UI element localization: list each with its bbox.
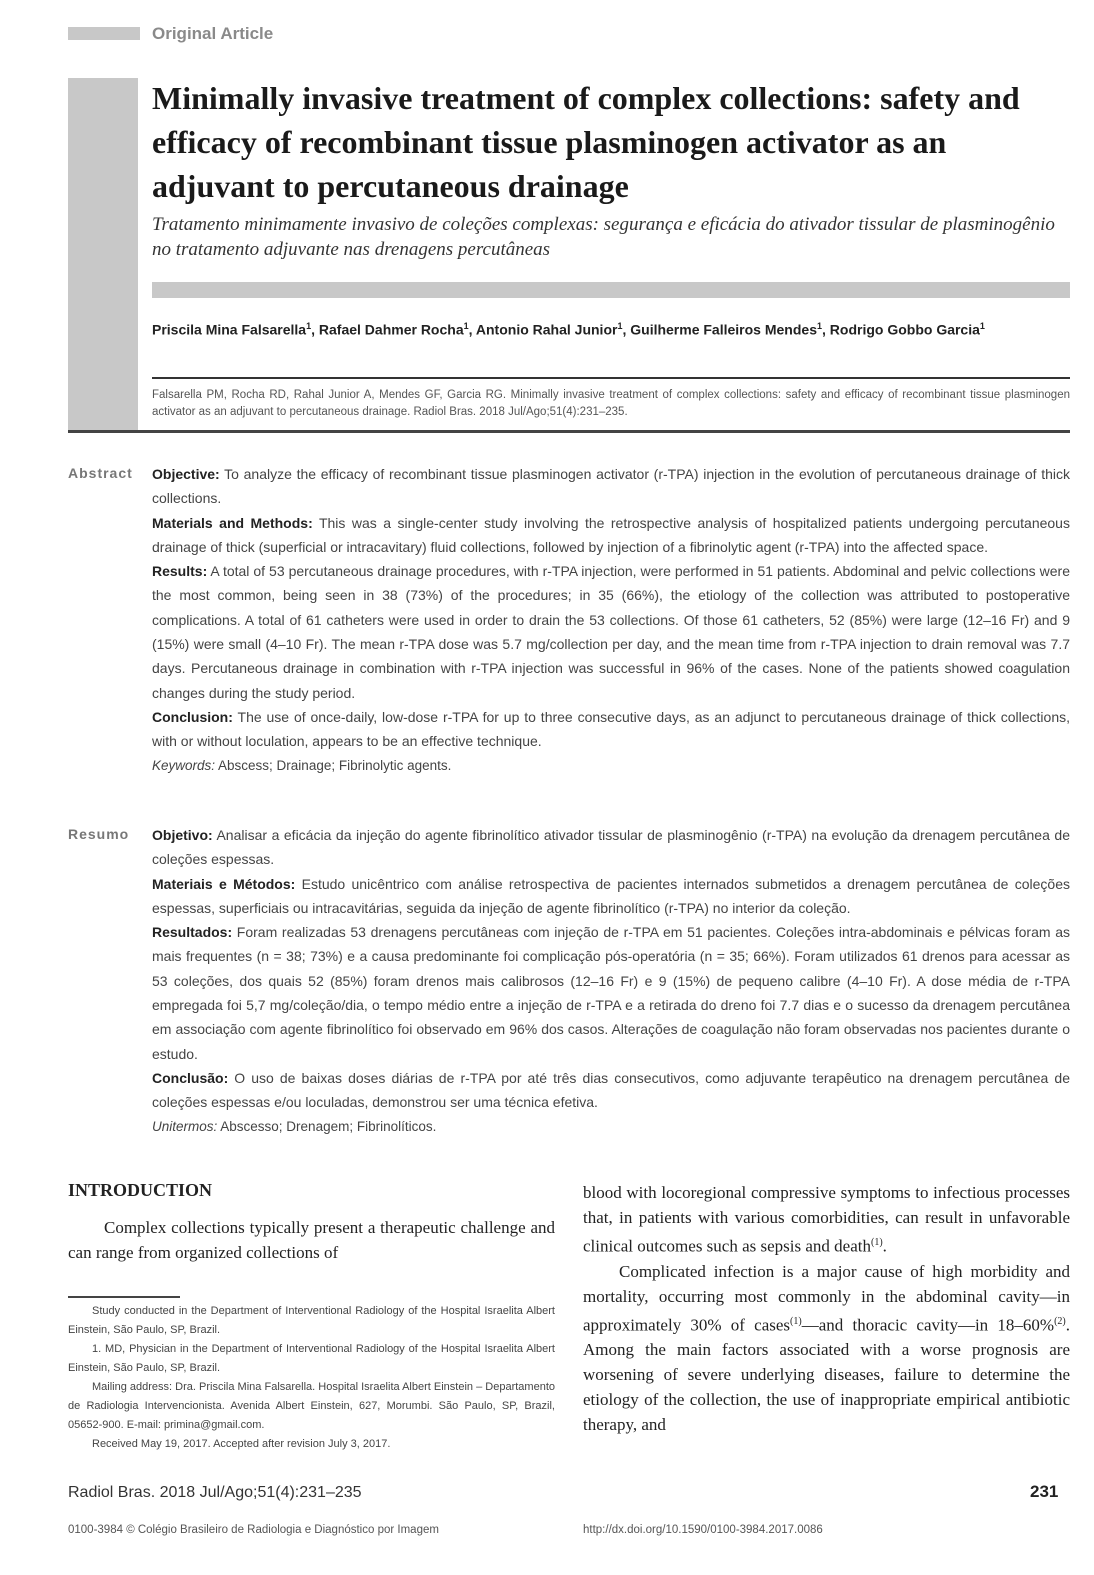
resumo-methods: Estudo unicêntrico com análise retrospectiva de pacientes internados submetidos a drenagem percutânea de coleções espessas, superficiais ou intracavitárias, seguida da injeção de agente fibrinolítico (r-TPA) no interior da coleção. xyxy=(152,875,1070,916)
copyright: 0100-3984 © Colégio Brasileiro de Radiologia e Diagnóstico por Imagem xyxy=(68,1524,439,1536)
rule xyxy=(68,430,1070,433)
abstract-results: A total of 53 percutaneous drainage procedures, with r-TPA injection, were performed in 51 patients. Abdominal and pelvic collections were the most common, being seen in 38 (73%) of the procedures; in 35 (66%), the etiology of the collection was attributed to postoperative complications. A total of 61 catheters were used in order to drain the 53 collections. Of those 61 catheters, 52 (85%) were large (12–16 Fr) and 9 (15%) were small (4–10 Fr). The mean r-TPA dose was 5.7 mg/collection per day, and the mean time from r-TPA injection to drain removal was 7.7 days. Percutaneous drainage in combination with r-TPA injection was successful in 96% of the cases. None of the patients showed coagulation changes during the study period. xyxy=(152,563,1070,701)
section-label: Original Article xyxy=(152,24,274,43)
abstract-objective: To analyze the efficacy of recombinant tissue plasminogen activator (r-TPA) injection in the evolution of percutaneous drainage of thick collections. xyxy=(152,466,1070,507)
abstract-body xyxy=(152,462,1070,778)
abstract-objective-heading: Objective: xyxy=(152,466,220,482)
intro-paragraph: blood with locoregional compressive symptoms to infectious processes that, in patients with various comorbidities, can result in unfavorable clinical outcomes such as sepsis and death xyxy=(583,1183,1070,1256)
unitermos: Abscesso; Drenagem; Fibrinolíticos. xyxy=(217,1118,437,1134)
header-bar xyxy=(68,27,140,40)
resumo-body xyxy=(152,823,1070,1139)
page-number: 231 xyxy=(1030,1482,1059,1501)
affiliation-mark: 1 xyxy=(979,321,985,331)
reference-mark: (1) xyxy=(790,1315,802,1327)
side-decoration xyxy=(68,78,138,431)
abstract-label: Abstract xyxy=(68,465,133,481)
author: Rodrigo Gobbo Garcia xyxy=(829,321,980,338)
resumo-conclusion-heading: Conclusão: xyxy=(152,1069,229,1086)
footnote: Study conducted in the Department of Interventional Radiology of the Hospital Israelita Albert Einstein, São Paulo, SP, Brazil. xyxy=(68,1305,555,1336)
resumo-results: Foram realizadas 53 drenagens percutâneas com injeção de r-TPA em 51 pacientes. Coleções intra-abdominais e pélvicas foram as mais frequentes (n = 38; 73%) e a causa predominante foi complicação pós-operatória (n = 35; 66%). Foram utilizados 61 drenos para acessar as 53 coleções, dos quais 52 (85%) foram drenos mais calibrosos (12–16 Fr) e 9 (15%) de pequeno calibre (4–10 Fr). A dose média de r-TPA empregada foi 5,7 mg/coleção/dia, o tempo médio entre a injeção de r-TPA e a retirada do dreno foi 7.7 dias e o sucesso da drenagem percutânea em associação com agente fibrinolítico foi observado em 96% dos casos. Alterações de coagulação não foram observadas nos pacientes durante o estudo. xyxy=(152,924,1070,1062)
author: Priscila Mina Falsarella xyxy=(152,321,307,338)
intro-right-column: blood with locoregional compressive symptoms to infectious processes that, in patients with various comorbidities, can result in unfavorable clinical outcomes such as sepsis and death$^{(1)}$. Complicated infection is a major cause of high morbidity and mortality, occurring most commonly in the abdominal cavity—in approximately 30% of cases$^{(1)}$—and thoracic cavity—in 18–60%$^{(2)}$. Among the main factors associated with a worse prognosis are worsening of severe underlying diseases, failure to determine the etiology of the collection, the use of inappropriate empirical antibiotic therapy, and xyxy=(583,1183,1070,1435)
footer-citation: Radiol Bras. 2018 Jul/Ago;51(4):231–235 xyxy=(68,1484,362,1501)
abstract-methods-heading: Materials and Methods: xyxy=(152,514,313,531)
resumo-results-heading: Resultados: xyxy=(152,924,233,941)
footnote: Received May 19, 2017. Accepted after revision July 3, 2017. xyxy=(92,1438,391,1450)
intro-paragraph: . Among the main factors associated with a worse prognosis are worsening of severe underlying diseases, failure to determine the etiology of the collection, the use of inappropriate empirical antibiotic therapy, and xyxy=(583,1315,1070,1435)
footnotes xyxy=(68,1302,555,1454)
footnote: 1. MD, Physician in the Department of Interventional Radiology of the Hospital Israelita Albert Einstein, São Paulo, SP, Brazil. xyxy=(68,1343,555,1374)
reference-mark: (2) xyxy=(1054,1315,1066,1327)
abstract-conclusion-heading: Conclusion: xyxy=(152,708,233,725)
rule xyxy=(152,377,1070,379)
article-subtitle-pt: Tratamento minimamente invasivo de coleções complexas: segurança e eficácia do ativador tissular de plasminogênio no tratamento adjuvante nas drenagens percutâneas xyxy=(152,214,1055,260)
intro-paragraph: Complicated infection is a major cause of high morbidity and mortality, occurring most commonly in the abdominal cavity—in approximately 30% of cases xyxy=(583,1261,1070,1335)
footnote-rule xyxy=(68,1296,180,1298)
intro-paragraph: —and thoracic cavity—in 18–60% xyxy=(801,1315,1055,1335)
author: Guilherme Falleiros Mendes xyxy=(630,321,817,338)
resumo-label: Resumo xyxy=(68,826,130,842)
author: Rafael Dahmer Rocha xyxy=(318,321,464,338)
affiliation-mark: 1 xyxy=(617,321,623,331)
abstract-methods: This was a single-center study involving the retrospective analysis of hospitalized patients undergoing percutaneous drainage of thick (superficial or intracavitary) fluid collections, followed by injection of a fibrinolytic agent (r-TPA) into the affected space. xyxy=(152,514,1070,555)
unitermos-heading: Unitermos: xyxy=(152,1118,218,1134)
keywords-heading: Keywords: xyxy=(152,757,216,773)
author-list: Priscila Mina Falsarella$^1$, Rafael Dahmer Rocha$^1$, Antonio Rahal Junior$^1$, Guilherme Falleiros Mendes$^1$, Rodrigo Gobbo Garcia$^1$ xyxy=(152,321,985,338)
abstract-results-heading: Results: xyxy=(152,563,208,580)
introduction-heading: INTRODUCTION xyxy=(68,1180,213,1200)
keywords: Abscess; Drainage; Fibrinolytic agents. xyxy=(215,757,452,773)
resumo-objective-heading: Objetivo: xyxy=(152,827,213,843)
reference-mark: (1) xyxy=(870,1237,883,1248)
resumo-objective: Analisar a eficácia da injeção do agente fibrinolítico ativador tissular de plasminogênio (r-TPA) na evolução da drenagem percutânea de coleções espessas. xyxy=(152,827,1070,868)
divider-bar xyxy=(152,282,1070,298)
affiliation-mark: 1 xyxy=(306,321,312,331)
article-title: Minimally invasive treatment of complex collections: safety and efficacy of recombinant tissue plasminogen activator as an adjuvant to percutaneous drainage xyxy=(152,80,1020,204)
affiliation-mark: 1 xyxy=(463,321,469,331)
doi-link[interactable]: http://dx.doi.org/10.1590/0100-3984.2017.0086 xyxy=(583,1524,823,1536)
author: Antonio Rahal Junior xyxy=(475,321,618,338)
affiliation-mark: 1 xyxy=(816,321,822,331)
resumo-methods-heading: Materiais e Métodos: xyxy=(152,875,296,892)
intro-left-column: Complex collections typically present a therapeutic challenge and can range from organized collections of xyxy=(68,1218,555,1262)
footnote: Mailing address: Dra. Priscila Mina Falsarella. Hospital Israelita Albert Einstein – Departamento de Radiologia Intervencionista. Avenida Albert Einstein, 627, Morumbi. São Paulo, SP, Brazil, 05652-900. E-mail: primina@gmail.com. xyxy=(68,1381,555,1431)
citation: Falsarella PM, Rocha RD, Rahal Junior A, Mendes GF, Garcia RG. Minimally invasive treatment of complex collections: safety and efficacy of recombinant tissue plasminogen activator as an adjuvant to percutaneous drainage. Radiol Bras. 2018 Jul/Ago;51(4):231–235. xyxy=(152,389,1070,418)
resumo-conclusion: O uso de baixas doses diárias de r-TPA por até três dias consecutivos, como adjuvante terapêutico na drenagem percutânea de coleções espessas e/ou loculadas, demonstrou ser uma técnica efetiva. xyxy=(152,1069,1070,1111)
abstract-conclusion: The use of once-daily, low-dose r-TPA for up to three consecutive days, as an adjunct to percutaneous drainage of thick collections, with or without loculation, appears to be an effective technique. xyxy=(152,708,1070,750)
